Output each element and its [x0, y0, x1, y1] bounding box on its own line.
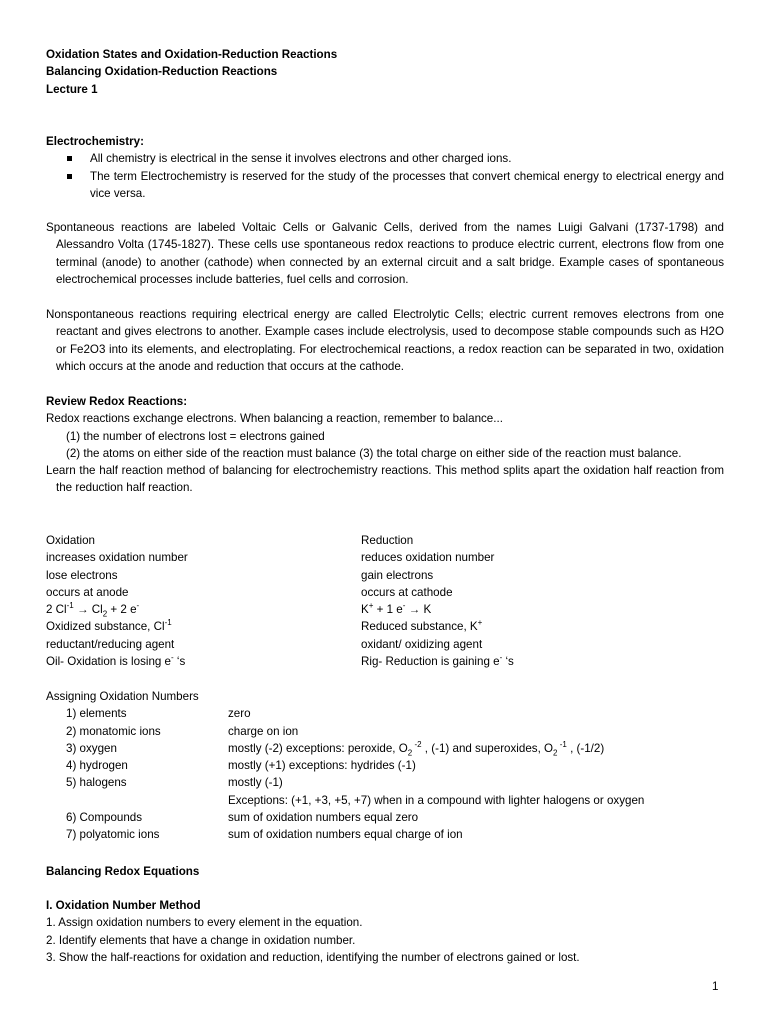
nonspontaneous-paragraph: Nonspontaneous reactions requiring electrical energy are called Electrolytic Cells; electric current removes electrons from one reactant and gives electrons to another. Example cases include electrolysis, used to decompose stable compounds such as H2O or Fe2O3 into its elements, and electroplating. For electrochemical reactions, a redox reaction can be separated in two, oxidation which occurs at the anode and reduction that occurs at the cathode.: [46, 308, 724, 373]
assign-row: 4) hydrogen mostly (+1) exceptions: hydrides (-1): [66, 759, 416, 773]
page-number: 1: [712, 980, 719, 993]
ox-agent: reductant/reducing agent: [46, 637, 175, 651]
bullet-icon: [67, 156, 72, 161]
assign-row: 1) elements zero: [66, 707, 251, 721]
subtitle-line: Balancing Oxidation-Reduction Reactions: [46, 65, 278, 79]
ox-row: lose electrons: [46, 568, 118, 582]
red-row: Reduction: [361, 534, 414, 547]
assign-row: 6) Compounds sum of oxidation numbers equal zero: [66, 811, 419, 825]
review-section: [46, 393, 724, 497]
review-item: (1) the number of electrons lost = electrons gained: [66, 429, 325, 443]
assign-row: 3) oxygen mostly (-2) exceptions: peroxide, $O_2$ $^{-2}$ , (-1) and superoxides, $O_2$ $^{-1}$ , (-1/2): [66, 740, 605, 758]
spontaneous-paragraph: Spontaneous reactions are labeled Voltaic Cells or Galvanic Cells, derived from the names Luigi Galvani (1737-1798) and Alessandro Volta (1745-1827). These cells use spontaneous redox reactions to produce electric current, electrons flow from one terminal (anode) to another (cathode) when connected by an external circuit and a salt bridge. Example cases of spontaneous electrochemical processes include batteries, fuel cells and corrosion.: [46, 221, 724, 286]
method-step: 2. Identify elements that have a change in oxidation number.: [46, 933, 356, 947]
ox-row: Oxidation: [46, 534, 95, 547]
document-header: [46, 46, 724, 98]
assign-row: 5) halogens mostly (-1): [66, 776, 283, 790]
red-equation: K+ + 1 e- → K: [361, 601, 432, 617]
ox-row: occurs at anode: [46, 585, 129, 599]
lecture-line: Lecture 1: [46, 82, 98, 96]
oxidation-number-method: [46, 897, 724, 966]
section-heading: Electrochemistry:: [46, 135, 144, 148]
red-mnemonic: Rig- Reduction is gaining e- ‘s: [361, 653, 514, 669]
assigning-section: [46, 688, 724, 844]
ox-substance: Oxidized substance, $Cl^{-1}$: [46, 618, 172, 634]
electrochemistry-section: [46, 133, 724, 202]
bullet-item: All chemistry is electrical in the sense it involves electrons and other charged ions.: [46, 150, 724, 167]
method-step: 1. Assign oxidation numbers to every element in the equation.: [46, 916, 363, 930]
assign-row: 2) monatomic ions charge on ion: [66, 724, 299, 738]
red-substance: Reduced substance, K+: [361, 618, 483, 634]
method-heading: I. Oxidation Number Method: [46, 899, 201, 912]
review-intro: Redox reactions exchange electrons. When balancing a reaction, remember to balance...: [46, 412, 503, 426]
balancing-section: [46, 863, 724, 880]
ox-row: increases oxidation number: [46, 551, 188, 565]
ox-equation: 2 $Cl^{-1} \to Cl_2 + 2$ e-: [46, 601, 140, 619]
red-row: occurs at cathode: [361, 585, 453, 599]
assign-row: 7) polyatomic ions sum of oxidation numbers equal charge of ion: [66, 828, 463, 842]
oxidation-reduction-comparison: [46, 532, 724, 670]
section-heading: Balancing Redox Equations: [46, 865, 200, 878]
section-heading: Review Redox Reactions:: [46, 395, 188, 408]
title-line: Oxidation States and Oxidation-Reduction Reactions: [46, 48, 338, 61]
red-row: reduces oxidation number: [361, 551, 495, 565]
section-heading: Assigning Oxidation Numbers: [46, 690, 199, 703]
red-row: gain electrons: [361, 568, 434, 582]
bullet-item: The term Electrochemistry is reserved for the study of the processes that convert chemical energy to electrical energy and vice versa.: [46, 168, 724, 203]
method-step: 3. Show the half-reactions for oxidation and reduction, identifying the number of electrons gained or lost.: [46, 950, 580, 964]
assign-row: Exceptions: (+1, +3, +5, +7) when in a compound with lighter halogens or oxygen: [228, 793, 645, 807]
red-agent: oxidant/ oxidizing agent: [361, 637, 483, 651]
ox-mnemonic: Oil- Oxidation is losing e- ‘s: [46, 653, 186, 669]
review-item: (2) the atoms on either side of the reaction must balance (3) the total charge on either side of the reaction must balance.: [66, 446, 682, 460]
bullet-list: [46, 150, 724, 202]
review-learn: Learn the half reaction method of balancing for electrochemistry reactions. This method splits apart the oxidation half reaction from the reduction half reaction.: [46, 464, 724, 495]
bullet-icon: [67, 174, 72, 179]
